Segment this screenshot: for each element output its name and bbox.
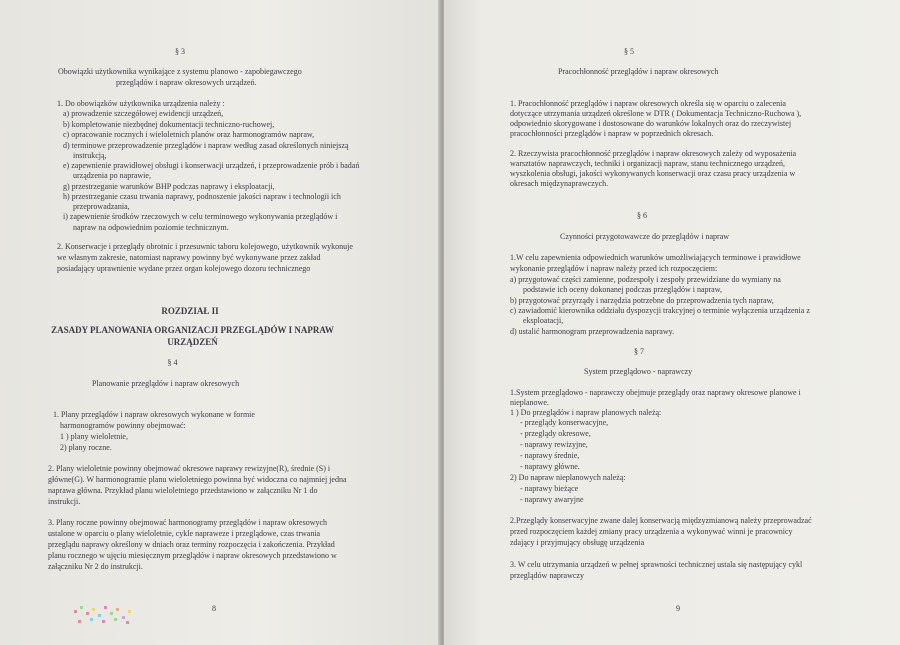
obligation-e: e) zapewnienie prawidłowej obsługi i konserwacji urządzeń, i przeprowadzenie prób i badań: [63, 161, 360, 170]
colored-stamp-mark: [74, 606, 132, 626]
prep-a-cont: podstawie ich oceny dokonanej podczas przeglądów i napraw,: [523, 285, 722, 294]
paragraph-2-line1: 2. Konserwacje i przeglądy obrotnic i przesuwnic taboru kolejowego, użytkownik wykonuje: [57, 242, 353, 251]
annual-line2: ustalone w oparciu o plany wieloletnie, cykle napraweze i przeglądowe, czas trwania: [48, 529, 321, 538]
obligation-b: b) kompletowanie niezbędnej dokumentacji techniczno-ruchowej,: [63, 120, 275, 129]
section-3-heading: § 3: [175, 47, 185, 56]
obligation-h-cont: przeprowadzania,: [73, 202, 130, 211]
left-page-number: 8: [212, 604, 216, 613]
chapter-title-line1: ZASADY PLANOWANIA ORGANIZACJI PRZEGLĄDÓW I NAPRAW: [51, 325, 334, 335]
section-6-title: Czynności przygotowawcze do przeglądów i napraw: [560, 232, 730, 241]
obligation-i: i) zapewnienie środków rzeczowych w celu terminowego wykonywania przeglądów i: [63, 212, 338, 221]
annual-line3: przeglądu naprawy określony w dniach oraz terminy rozpoczęcia i zakończenia. Przykład: [48, 540, 335, 549]
unplanned-heading: 2) Do napraw nieplanowych należą:: [510, 473, 626, 482]
paragraph-2-line3: posiadający uprawnienie wydane przez organ kolejowego dozoru technicznego: [57, 264, 311, 273]
paragraph-2-line2: we własnym zakresie, natomiast naprawy powinny być wykonywane przez zakład: [57, 253, 321, 262]
multiyear-line1: 2. Plany wieloletnie powinny obejmować okresowe naprawy rewizyjne(R), średnie (S) i: [48, 464, 331, 473]
unplanned-item-1: - naprawy bieżące: [520, 484, 579, 493]
workload-2-line2: warsztatów naprawczych, techniki i organizacji napraw, stanu technicznego urządzeń,: [510, 159, 785, 168]
obligation-i-cont: napraw na odpowiednim poziomie technicznym.: [73, 223, 229, 232]
multiyear-line2: główne(G). W harmonogramie planu wieloletniego powinna być widoczna co najmniej jedna: [48, 475, 347, 484]
plans-line2: harmonogramów powinny obejmować:: [60, 421, 186, 430]
obligation-c: c) opracowanie rocznych i wieloletnich planów oraz harmonogramów napraw,: [63, 130, 315, 139]
unplanned-item-2: - naprawy awaryjne: [520, 495, 584, 504]
workload-1-line1: 1. Pracochłonność przeglądów i napraw okresowych określa się w oparciu o zalecenia: [510, 99, 786, 108]
obligation-a: a) prowadzenie szczegółowej ewidencji urządzeń,: [63, 109, 224, 118]
planned-item-3: - naprawy rewizyjne,: [520, 440, 588, 449]
section-4-heading: § 4: [167, 358, 178, 367]
plans-annual: 2) plany roczne.: [60, 443, 112, 452]
workload-1-line4: pracochłonności przeglądów i napraw w poprzednich okresach.: [510, 129, 714, 138]
planned-heading: 1 ) Do przeglądów i napraw planowych należą:: [510, 408, 662, 417]
planned-item-1: - przeglądy konserwacyjne,: [520, 418, 609, 427]
system-line1: 1.System przeglądowo - naprawczy obejmuje przeglądy oraz naprawy okresowe planowe i: [510, 388, 801, 397]
maintenance-line3: zdający i przyjmujący obsługę urządzenia: [510, 538, 645, 547]
section-7-title: System przeglądowo - naprawczy: [584, 367, 693, 376]
section-3-title-line2: przeglądów i napraw okresowych urządzeń.: [116, 78, 257, 87]
obligation-d-cont: instrukcją,: [73, 151, 107, 160]
planned-item-4: - naprawy średnie,: [520, 451, 580, 460]
annual-line5: załączniku Nr 2 do instrukcji.: [48, 562, 143, 571]
left-page: [0, 0, 440, 645]
prep-d: d) ustalić harmonogram przeprowadzenia naprawy.: [510, 327, 675, 336]
planned-item-5: - naprawy główne.: [520, 462, 580, 471]
annual-line1: 3. Plany roczne powinny obejmować harmonogramy przeglądów i napraw okresowych: [48, 518, 328, 527]
cycle-line2: przeglądów naprawczy: [510, 571, 584, 580]
obligation-e-cont: urządzenia po naprawie,: [73, 171, 151, 180]
section-5-heading: § 5: [624, 47, 634, 56]
multiyear-line3: naprawa główna. Przykład planu wieloletniego przedstawiono w załączniku Nr 1 do: [48, 486, 318, 495]
chapter-heading: ROZDZIAŁ II: [161, 306, 219, 316]
prep-b: b) przygotować przyrządy i narzędzia potrzebne do przeprowadzenia tych napraw,: [510, 296, 774, 305]
section-6-heading: § 6: [637, 211, 647, 220]
system-line2: nieplanowe.: [510, 398, 549, 407]
plans-multiyear: 1 ) plany wieloletnie,: [60, 432, 128, 441]
chapter-title-line2: URZĄDZEŃ: [167, 337, 218, 347]
workload-2-line4: okresach międzynaprawczych.: [510, 179, 609, 188]
annual-line4: planu rocznego w ujęciu miesięcznym przeglądów i napraw okresowych przedstawiono w: [48, 551, 337, 560]
right-page: [444, 0, 900, 645]
obligation-d: d) terminowe przeprowadzenie przeglądów i napraw według zasad określonych niniejszą: [63, 141, 349, 150]
prep-c: c) zawiadomić kierownika oddziału dyspozycji trakcyjnej o terminie wyłączenia urządzenia z: [510, 306, 810, 315]
prep-line2: wykonanie przeglądów i napraw należy przed ich rozpoczęciem:: [510, 264, 718, 273]
maintenance-line2: przed rozpoczęciem każdej zmiany pracy urządzenia a wykonywać winni je pracownicy: [510, 527, 793, 536]
workload-2-line3: wyszkolenia obsługi, jakości wykonywanych konserwacji oraz czasu pracy urządzenia w: [510, 169, 796, 178]
obligation-intro: 1. Do obowiązków użytkownika urządzenia należy :: [57, 99, 225, 108]
prep-c-cont: eksploatacji,: [523, 316, 564, 325]
workload-1-line3: odpowiednio skorygowane i dostosowane do warunków lokalnych oraz do rzeczywistej: [510, 119, 792, 128]
obligation-h: h) przestrzeganie czasu trwania naprawy, podnoszenie jakości napraw i technologii ich: [63, 192, 341, 201]
workload-1-line2: dotyczące utrzymania urządzeń określone w DTR ( Dokumentacja Techniczno-Ruchowa ),: [510, 109, 802, 118]
plans-line1: 1. Plany przeglądów i napraw okresowych wykonane w formie: [53, 410, 255, 419]
prep-line1: 1.W celu zapewnienia odpowiednich warunków umożliwiających terminowe i prawidłowe: [510, 253, 801, 262]
workload-2-line1: 2. Rzeczywista pracochłonność przeglądów i napraw okresowych zależy od wyposażenia: [510, 149, 797, 158]
section-3-title-line1: Obowiązki użytkownika wynikające z systemu planowo - zapobiegawczego: [58, 67, 302, 76]
cycle-line1: 3. W celu utrzymania urządzeń w pełnej sprawności technicznej ustala się następujący cykl: [510, 560, 803, 569]
planned-item-2: - przeglądy okresowe,: [520, 429, 591, 438]
section-5-title: Pracochłonność przeglądów i napraw okresowych: [558, 67, 719, 76]
multiyear-line4: instrukcji.: [48, 497, 81, 506]
right-page-number: 9: [676, 604, 680, 613]
prep-a: a) przygotować części zamienne, podzespoły i zespoły przewidziane do wymiany na: [510, 275, 781, 284]
section-7-heading: § 7: [634, 347, 644, 356]
section-4-title: Planowanie przeglądów i napraw okresowych: [92, 379, 240, 388]
maintenance-line1: 2.Przeglądy konserwacyjne zwane dalej konserwacją międzyzmianową należy przeprowadzać: [510, 516, 812, 525]
obligation-g: g) przestrzeganie warunków BHP podczas naprawy i eksploatacji,: [63, 182, 275, 191]
